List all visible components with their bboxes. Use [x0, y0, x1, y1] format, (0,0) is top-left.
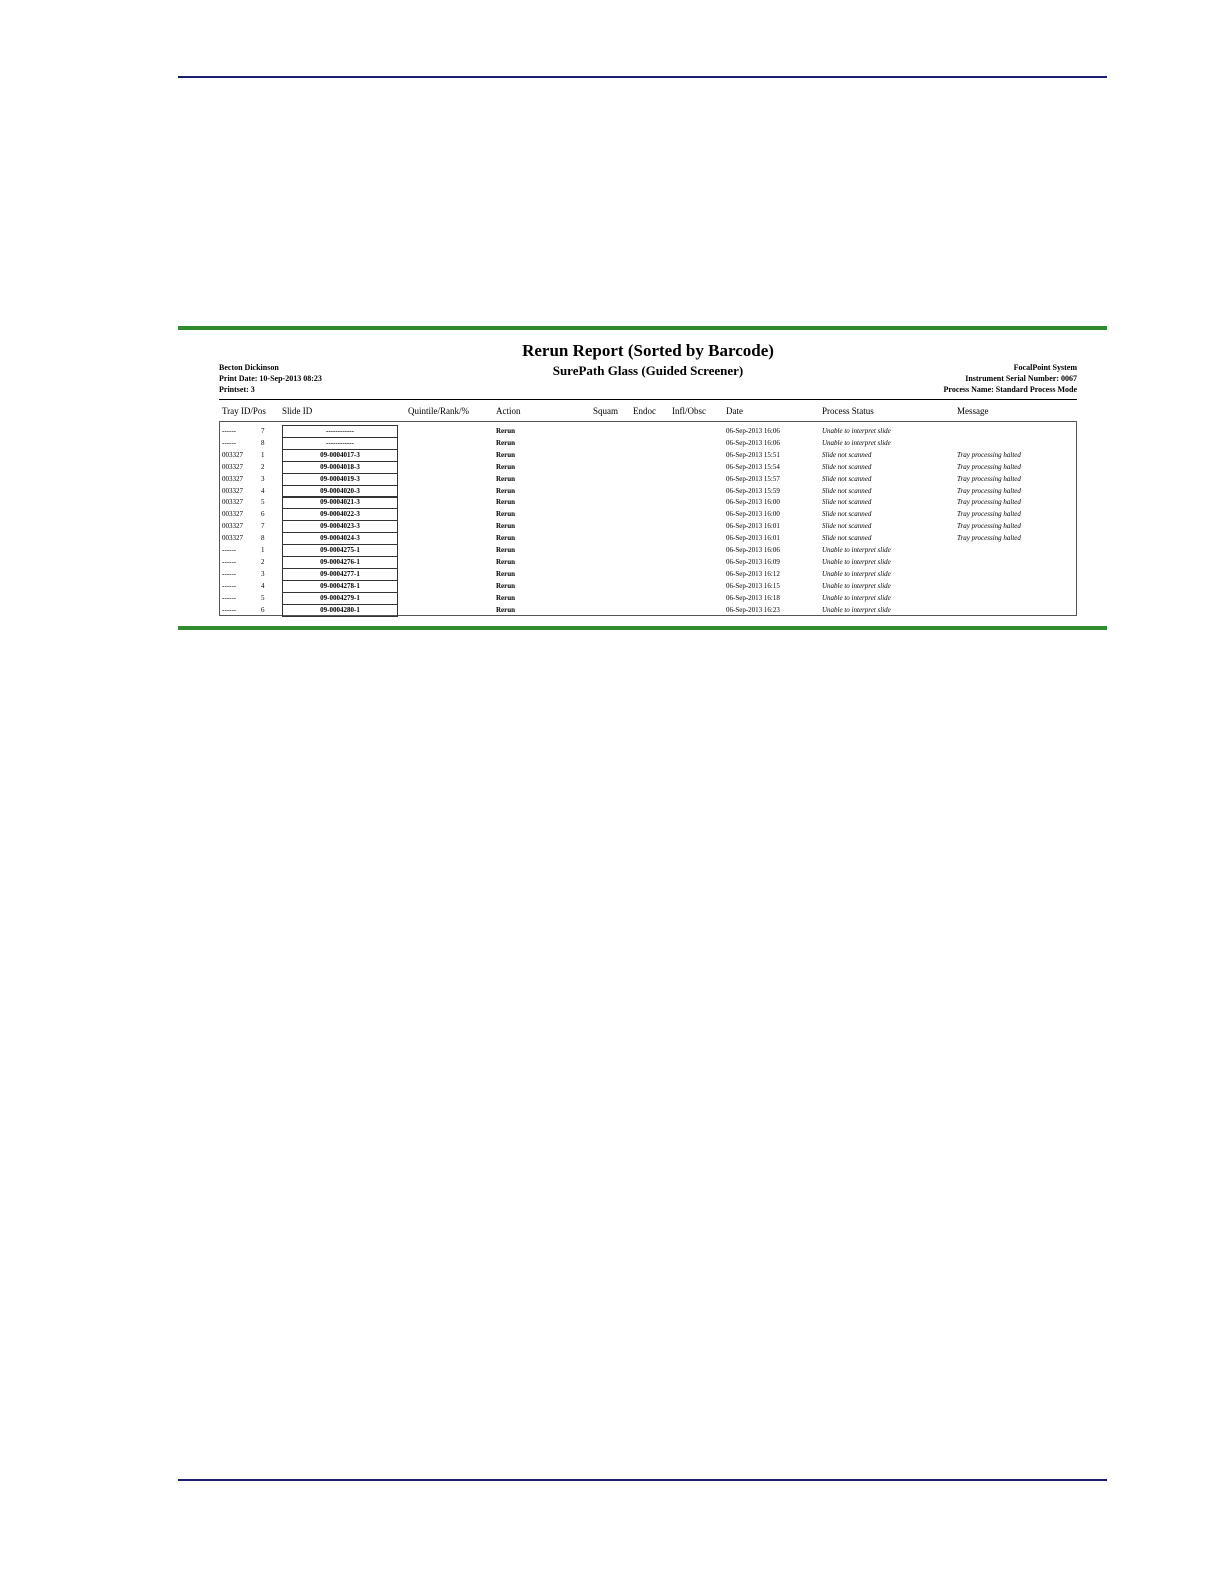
- col-header-quintile: Quintile/Rank/%: [408, 406, 469, 416]
- tray-id-cell: ------: [222, 581, 236, 590]
- date-cell: 06-Sep-2013 16:12: [726, 569, 780, 578]
- date-cell: 06-Sep-2013 16:00: [726, 498, 780, 507]
- table-row: [220, 508, 1076, 520]
- date-cell: 06-Sep-2013 16:06: [726, 427, 780, 435]
- process-status-cell: Unable to interpret slide: [822, 569, 891, 578]
- table-row: [220, 556, 1076, 568]
- table-row: [220, 520, 1076, 532]
- col-header-slide: Slide ID: [282, 406, 313, 416]
- table-row: [220, 449, 1076, 461]
- col-header-action: Action: [496, 406, 521, 416]
- header-divider: [219, 399, 1077, 400]
- position-cell: 5: [261, 498, 265, 507]
- slide-id-cell: ------------: [282, 425, 398, 438]
- process-status-cell: Slide not scanned: [822, 474, 872, 483]
- tray-id-cell: ------: [222, 557, 236, 566]
- action-cell: Rerun: [496, 486, 516, 495]
- position-cell: 5: [261, 593, 265, 602]
- process-status-cell: Slide not scanned: [822, 534, 872, 543]
- position-cell: 2: [261, 557, 265, 566]
- table-row: [220, 473, 1076, 485]
- action-cell: Rerun: [496, 557, 516, 566]
- slide-id-cell: ------------: [282, 437, 398, 450]
- tray-id-cell: 003327: [222, 486, 243, 495]
- slide-id-cell: 09-0004023-3: [282, 520, 398, 533]
- table-row: [220, 425, 1076, 437]
- table-row: [220, 592, 1076, 604]
- action-cell: Rerun: [496, 569, 516, 578]
- tray-id-cell: 003327: [222, 462, 243, 471]
- process-status-cell: Slide not scanned: [822, 450, 872, 459]
- action-cell: Rerun: [496, 534, 516, 543]
- position-cell: 4: [261, 486, 265, 495]
- message-cell: Tray processing halted: [957, 534, 1021, 543]
- action-cell: Rerun: [496, 581, 516, 590]
- table-row: [220, 437, 1076, 449]
- col-header-message: Message: [957, 406, 989, 416]
- slide-id-cell: 09-0004021-3: [282, 496, 398, 509]
- date-cell: 06-Sep-2013 16:15: [726, 581, 780, 590]
- process-status-cell: Unable to interpret slide: [822, 581, 891, 590]
- position-cell: 1: [261, 450, 265, 459]
- table-row: [220, 461, 1076, 473]
- process-status-cell: Unable to interpret slide: [822, 546, 891, 554]
- position-cell: 7: [261, 427, 265, 435]
- action-cell: Rerun: [496, 438, 516, 447]
- date-cell: 06-Sep-2013 15:59: [726, 486, 780, 495]
- report-top-border: [178, 326, 1107, 330]
- top-page-rule: [178, 76, 1107, 78]
- tray-id-cell: ------: [222, 569, 236, 578]
- position-cell: 6: [261, 510, 265, 519]
- position-cell: 2: [261, 462, 265, 471]
- action-cell: Rerun: [496, 522, 516, 531]
- tray-id-cell: 003327: [222, 498, 243, 507]
- date-cell: 06-Sep-2013 15:57: [726, 474, 780, 483]
- position-cell: 7: [261, 522, 265, 531]
- position-cell: 3: [261, 569, 265, 578]
- table-row: [220, 485, 1076, 497]
- printset: Printset: 3: [219, 385, 255, 394]
- action-cell: Rerun: [496, 474, 516, 483]
- table-row: [220, 544, 1076, 556]
- process-status-cell: Slide not scanned: [822, 462, 872, 471]
- action-cell: Rerun: [496, 546, 516, 554]
- system-name: FocalPoint System: [1013, 363, 1077, 372]
- position-cell: 1: [261, 546, 265, 554]
- date-cell: 06-Sep-2013 16:01: [726, 534, 780, 543]
- date-cell: 06-Sep-2013 16:23: [726, 605, 780, 614]
- process-status-cell: Unable to interpret slide: [822, 605, 891, 614]
- process-status-cell: Slide not scanned: [822, 510, 872, 519]
- date-cell: 06-Sep-2013 15:51: [726, 450, 780, 459]
- action-cell: Rerun: [496, 593, 516, 602]
- tray-id-cell: 003327: [222, 510, 243, 519]
- tray-id-cell: 003327: [222, 522, 243, 531]
- tray-id-cell: ------: [222, 438, 236, 447]
- tray-id-cell: 003327: [222, 450, 243, 459]
- slide-id-cell: 09-0004279-1: [282, 592, 398, 605]
- position-cell: 6: [261, 605, 265, 614]
- slide-id-cell: 09-0004276-1: [282, 556, 398, 569]
- tray-id-cell: ------: [222, 427, 236, 435]
- right-header: [944, 362, 1077, 395]
- report-title: Rerun Report (Sorted by Barcode): [522, 341, 774, 360]
- process-name: Process Name: Standard Process Mode: [943, 385, 1077, 394]
- date-cell: 06-Sep-2013 16:06: [726, 438, 780, 447]
- position-cell: 4: [261, 581, 265, 590]
- rerun-table: [219, 421, 1077, 616]
- tray-id-cell: ------: [222, 546, 236, 554]
- slide-id-cell: 09-0004022-3: [282, 508, 398, 521]
- slide-id-cell: 09-0004020-3: [282, 485, 398, 498]
- slide-id-cell: 09-0004024-3: [282, 532, 398, 545]
- action-cell: Rerun: [496, 450, 516, 459]
- report-subtitle: SurePath Glass (Guided Screener): [552, 363, 744, 378]
- slide-id-cell: 09-0004018-3: [282, 461, 398, 474]
- message-cell: Tray processing halted: [957, 510, 1021, 519]
- message-cell: Tray processing halted: [957, 486, 1021, 495]
- slide-id-cell: 09-0004275-1: [282, 544, 398, 557]
- col-header-tray: Tray ID/Pos: [222, 406, 266, 416]
- date-cell: 06-Sep-2013 16:00: [726, 510, 780, 519]
- position-cell: 8: [261, 438, 265, 447]
- message-cell: Tray processing halted: [957, 498, 1021, 507]
- print-date: Print Date: 10-Sep-2013 08:23: [219, 374, 322, 383]
- tray-id-cell: 003327: [222, 534, 243, 543]
- table-row: [220, 496, 1076, 508]
- date-cell: 06-Sep-2013 16:18: [726, 593, 780, 602]
- action-cell: Rerun: [496, 427, 516, 435]
- col-header-date: Date: [726, 406, 743, 416]
- slide-id-cell: 09-0004280-1: [282, 604, 398, 617]
- action-cell: Rerun: [496, 462, 516, 471]
- process-status-cell: Unable to interpret slide: [822, 438, 891, 447]
- company-name: Becton Dickinson: [219, 363, 279, 372]
- process-status-cell: Unable to interpret slide: [822, 427, 891, 435]
- process-status-cell: Slide not scanned: [822, 486, 872, 495]
- report-bottom-border: [178, 626, 1107, 630]
- position-cell: 8: [261, 534, 265, 543]
- tray-id-cell: 003327: [222, 474, 243, 483]
- bottom-page-rule: [178, 1479, 1107, 1481]
- rerun-report: [219, 340, 1077, 614]
- message-cell: Tray processing halted: [957, 450, 1021, 459]
- table-row: [220, 532, 1076, 544]
- action-cell: Rerun: [496, 510, 516, 519]
- position-cell: 3: [261, 474, 265, 483]
- col-header-squam: Squam: [593, 406, 619, 416]
- table-row: [220, 580, 1076, 592]
- date-cell: 06-Sep-2013 16:01: [726, 522, 780, 531]
- process-status-cell: Unable to interpret slide: [822, 557, 891, 566]
- slide-id-cell: 09-0004017-3: [282, 449, 398, 462]
- table-row: [220, 568, 1076, 580]
- table-row: [220, 604, 1076, 616]
- process-status-cell: Slide not scanned: [822, 498, 872, 507]
- message-cell: Tray processing halted: [957, 474, 1021, 483]
- message-cell: Tray processing halted: [957, 462, 1021, 471]
- col-header-endoc: Endoc: [633, 406, 656, 416]
- date-cell: 06-Sep-2013 16:06: [726, 546, 780, 554]
- col-header-status: Process Status: [822, 406, 874, 416]
- date-cell: 06-Sep-2013 16:09: [726, 557, 780, 566]
- tray-id-cell: ------: [222, 593, 236, 602]
- process-status-cell: Unable to interpret slide: [822, 593, 891, 602]
- col-header-infl: Infl/Obsc: [672, 406, 706, 416]
- message-cell: Tray processing halted: [957, 522, 1021, 531]
- process-status-cell: Slide not scanned: [822, 522, 872, 531]
- tray-id-cell: ------: [222, 605, 236, 614]
- slide-id-cell: 09-0004277-1: [282, 568, 398, 581]
- slide-id-cell: 09-0004278-1: [282, 580, 398, 593]
- slide-id-cell: 09-0004019-3: [282, 473, 398, 486]
- action-cell: Rerun: [496, 498, 516, 507]
- date-cell: 06-Sep-2013 15:54: [726, 462, 780, 471]
- action-cell: Rerun: [496, 605, 516, 614]
- instrument-serial: Instrument Serial Number: 0067: [965, 374, 1077, 383]
